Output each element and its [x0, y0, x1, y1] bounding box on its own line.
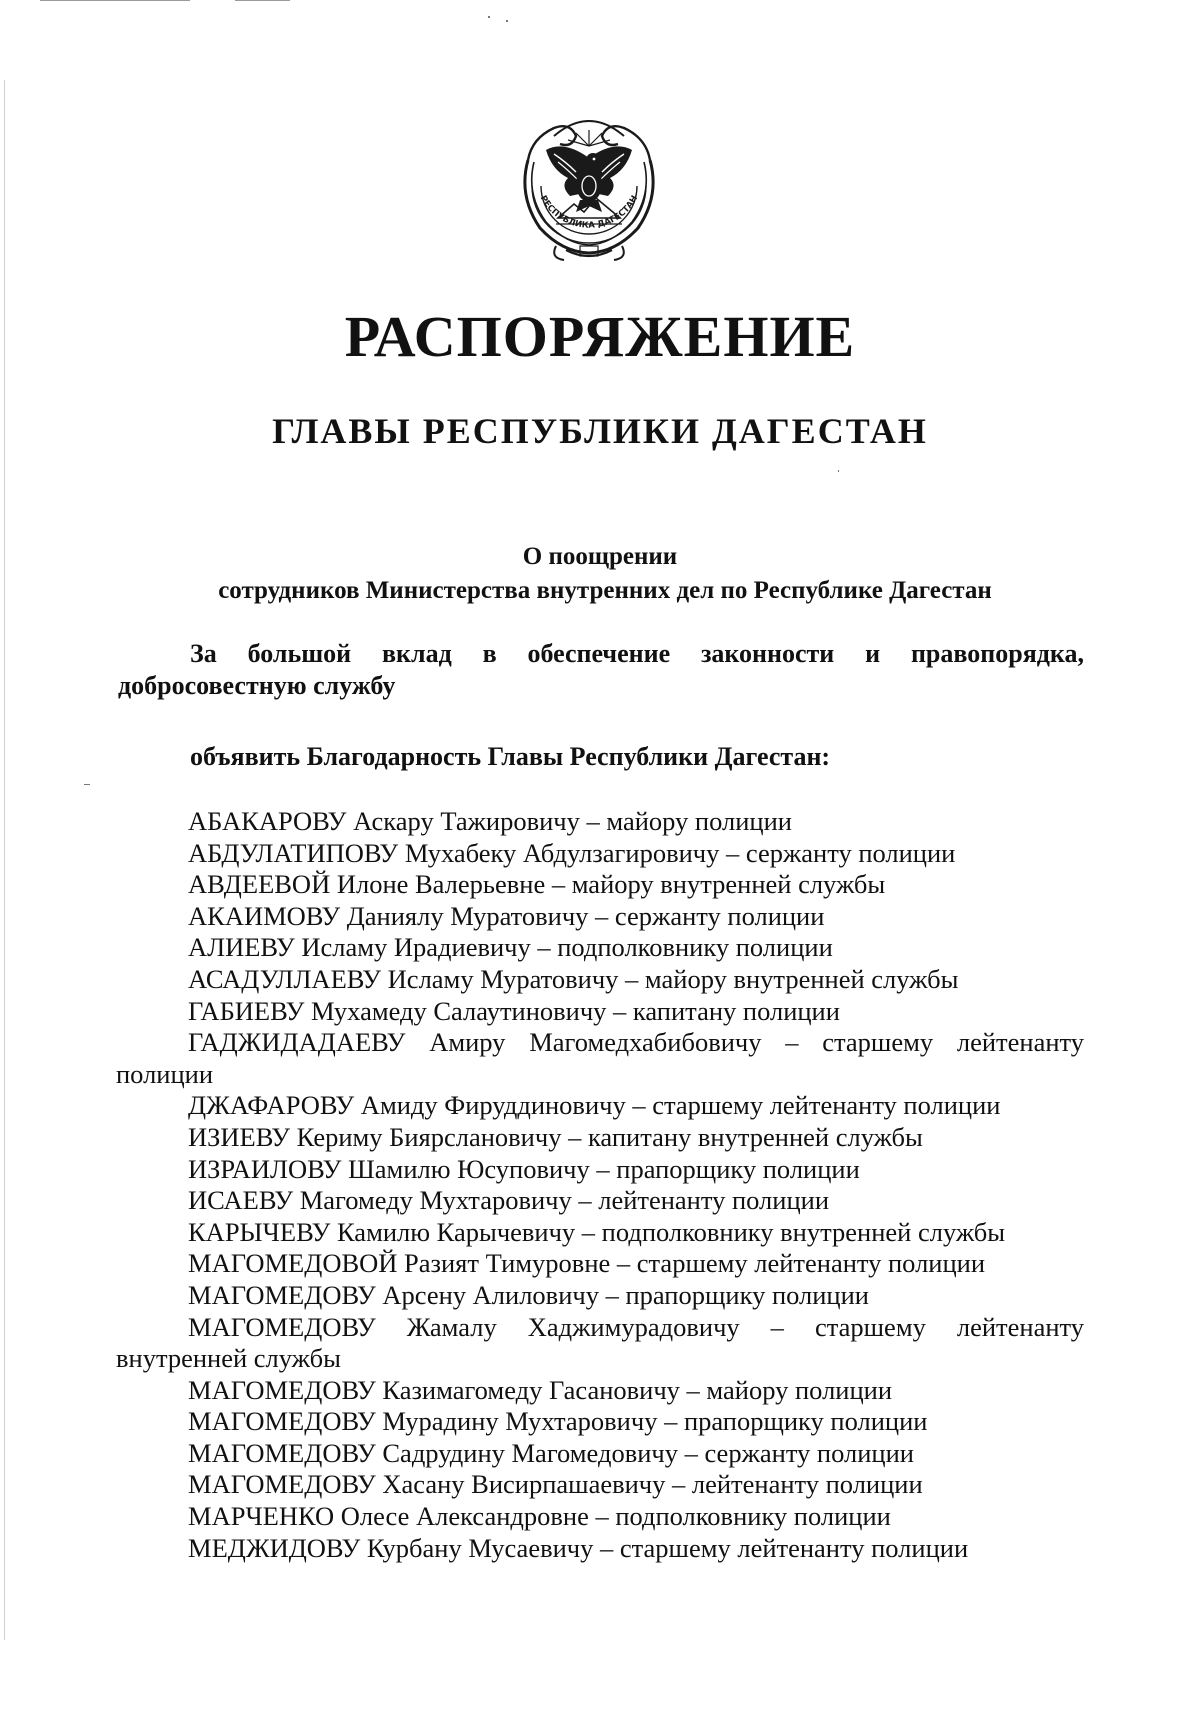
recipient-entry: АБДУЛАТИПОВУ Мухабеку Абдулзагировичу – сержанту полиции — [188, 837, 956, 868]
svg-text:РЕСПУБЛИКА ДАГЕСТАН: РЕСПУБЛИКА ДАГЕСТАН — [537, 193, 641, 231]
recipient-entry: ГАБИЕВУ Мухамеду Салаутиновичу – капитану полиции — [188, 995, 840, 1026]
recipient-entry: АВДЕЕВОЙ Илоне Валерьевне – майору внутренней службы — [188, 869, 886, 900]
announcement-line: объявить Благодарность Главы Республики Дагестан: — [190, 742, 831, 771]
recipient-entry: МЕДЖИДОВУ Курбану Мусаевичу – старшему лейтенанту полиции — [188, 1532, 969, 1563]
scan-speck — [488, 16, 490, 18]
recipient-entry: МАГОМЕДОВУ Жамалу Хаджимурадовичу – старшему лейтенанту внутренней службы — [116, 1311, 1084, 1374]
recipient-entry: АЛИЕВУ Исламу Ирадиевичу – подполковнику полиции — [188, 932, 833, 963]
recipient-entry: АКАИМОВУ Даниялу Муратовичу – сержанту полиции — [188, 900, 825, 931]
scan-top-line — [40, 0, 190, 1]
recipient-entry: МАГОМЕДОВУ Мурадину Мухтаровичу – прапорщику полиции — [188, 1406, 928, 1437]
recipient-entry: МАГОМЕДОВУ Казимагомеду Гасановичу – майору полиции — [188, 1374, 893, 1405]
document-title: РАСПОРЯЖЕНИЕ — [344, 304, 856, 369]
heading-line: О поощрении — [522, 543, 678, 570]
scan-top-line — [235, 0, 290, 1]
recipient-entry: МАГОМЕДОВУ Хасану Висирпашаевичу – лейтенанту полиции — [188, 1469, 923, 1500]
recipient-entry: АБАКАРОВУ Аскару Тажировичу – майору полиции — [188, 806, 792, 836]
recipient-entry: ИЗРАИЛОВУ Шамилю Юсуповичу – прапорщику полиции — [188, 1153, 860, 1184]
order-heading — [0, 540, 1200, 608]
dagestan-coat-of-arms-icon — [510, 100, 668, 266]
order-preamble — [118, 638, 1084, 702]
document-subtitle: ГЛАВЫ РЕСПУБЛИКИ ДАГЕСТАН — [272, 411, 928, 451]
heading-line: сотрудников Министерства внутренних дел по Республике Дагестан — [218, 577, 992, 604]
recipient-entry: ДЖАФАРОВУ Амиду Фируддиновичу – старшему лейтенанту полиции — [188, 1090, 1001, 1121]
recipient-entry: КАРЫЧЕВУ Камилю Карычевичу – подполковнику внутренней службы — [188, 1216, 1006, 1247]
recipient-entry: МАГОМЕДОВУ Садрудину Магомедовичу – сержанту полиции — [188, 1437, 914, 1468]
scan-speck — [838, 470, 839, 472]
recipient-entry: МАГОМЕДОВОЙ Разият Тимуровне – старшему лейтенанту полиции — [188, 1248, 986, 1279]
award-recipient-list — [116, 806, 1084, 1564]
recipient-entry: МАРЧЕНКО Олесе Александровне – подполковнику полиции — [188, 1501, 891, 1532]
recipient-entry: АСАДУЛЛАЕВУ Исламу Муратовичу – майору внутренней службы — [188, 963, 959, 994]
recipient-entry: МАГОМЕДОВУ Арсену Алиловичу – прапорщику полиции — [188, 1279, 869, 1310]
recipient-entry: ИСАЕВУ Магомеду Мухтаровичу – лейтенанту полиции — [188, 1185, 830, 1216]
recipient-entry: ГАДЖИДАДАЕВУ Амиру Магомедхабибовичу – старшему лейтенанту полиции — [116, 1027, 1084, 1089]
preamble-line: За большой вклад в обеспечение законности и правопорядка, — [190, 639, 1084, 668]
scan-speck — [506, 20, 508, 22]
preamble-line: добросовестную службу — [118, 671, 396, 700]
scan-speck — [84, 784, 90, 785]
recipient-entry: ИЗИЕВУ Кериму Биярслановичу – капитану внутренней службы — [188, 1121, 923, 1152]
